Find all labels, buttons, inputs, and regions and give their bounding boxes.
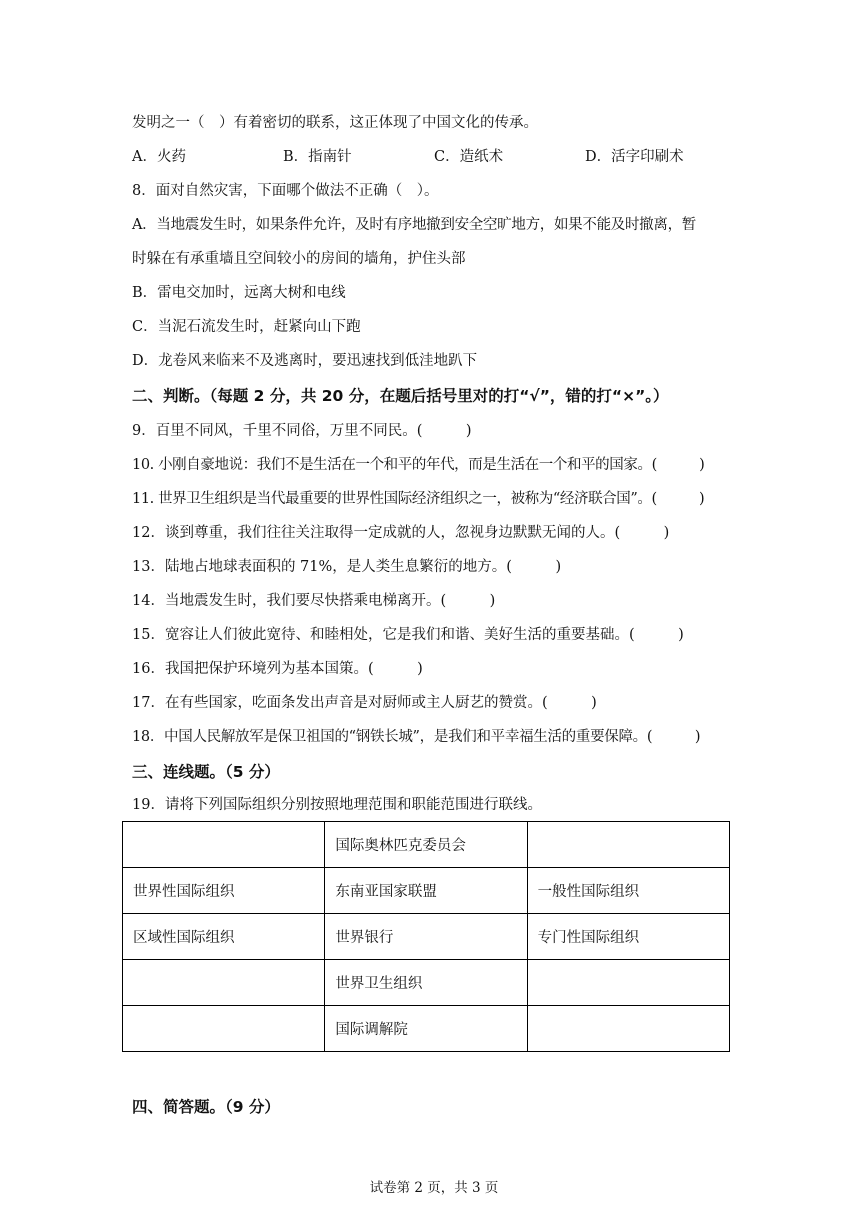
table-row [123,1006,730,1052]
judge-item-16: 16．我国把保护环境列为基本国策。( ) [132,661,423,677]
q8-option-c: C．当泥石流发生时，赶紧向山下跑 [132,319,361,335]
section4-heading: 四、简答题。（9 分） [132,1098,280,1116]
q7-option-c: C．造纸术 [434,149,504,165]
table-cell: 世界银行 [325,914,527,960]
q8-option-a-line1: A．当地震发生时，如果条件允许，及时有序地撤到安全空旷地方，如果不能及时撤离，暂 [132,217,696,233]
table-cell: 专门性国际组织 [527,914,729,960]
matching-table [122,821,730,1052]
q19-stem: 19．请将下列国际组织分别按照地理范围和职能范围进行联线。 [132,797,542,813]
section2-heading: 二、判断。（每题 2 分，共 20 分，在题后括号里对的打“√”，错的打“×”。） [132,387,669,405]
table-cell: 东南亚国家联盟 [325,868,527,914]
judge-item-15: 15．宽容让人们彼此宽待、和睦相处，它是我们和谐、美好生活的重要基础。( ) [132,627,684,643]
section3-heading: 三、连线题。（5 分） [132,763,280,781]
table-cell: 一般性国际组织 [527,868,729,914]
q8-stem: 8．面对自然灾害，下面哪个做法不正确（ ）。 [132,183,439,199]
page-footer: 试卷第 2 页，共 3 页 [369,1180,499,1196]
q7-tail: 发明之一（ ）有着密切的联系，这正体现了中国文化的传承。 [132,115,538,131]
q7-option-a: A．火药 [132,149,186,165]
table-row [123,960,730,1006]
table-cell [123,822,325,868]
judge-item-9: 9．百里不同风，千里不同俗，万里不同民。( ) [132,423,472,439]
judge-item-10: 10. 小刚自豪地说：我们不是生活在一个和平的年代，而是生活在一个和平的国家。( ) [132,457,705,473]
q8-option-b: B．雷电交加时，远离大树和电线 [132,285,346,301]
table-cell [123,1006,325,1052]
table-cell: 世界卫生组织 [325,960,527,1006]
q8-option-d: D．龙卷风来临来不及逃离时，要迅速找到低洼地趴下 [132,353,478,369]
table-cell: 区域性国际组织 [123,914,325,960]
judge-item-11: 11. 世界卫生组织是当代最重要的世界性国际经济组织之一，被称为“经济联合国”。( ) [132,491,705,507]
table-row [123,822,730,868]
table-cell: 国际奥林匹克委员会 [325,822,527,868]
table-cell [527,822,729,868]
table-row [123,914,730,960]
judge-item-14: 14．当地震发生时，我们要尽快搭乘电梯离开。( ) [132,593,496,609]
table-cell [527,1006,729,1052]
q8-option-a-line2: 时躲在有承重墙且空间较小的房间的墙角，护住头部 [132,251,466,267]
judge-item-17: 17．在有些国家，吃面条发出声音是对厨师或主人厨艺的赞赏。( ) [132,695,597,711]
q7-option-b: B．指南针 [283,149,352,165]
judge-item-18: 18．中国人民解放军是保卫祖国的“钢铁长城”，是我们和平幸福生活的重要保障。( ) [132,729,701,745]
q7-option-d: D．活字印刷术 [585,149,684,165]
judge-item-12: 12．谈到尊重，我们往往关注取得一定成就的人，忽视身边默默无闻的人。( ) [132,525,670,541]
table-cell: 国际调解院 [325,1006,527,1052]
table-row [123,868,730,914]
table-cell [123,960,325,1006]
table-cell [527,960,729,1006]
judge-item-13: 13．陆地占地球表面积的 71%，是人类生息繁衍的地方。( ) [132,559,562,575]
table-cell: 世界性国际组织 [123,868,325,914]
